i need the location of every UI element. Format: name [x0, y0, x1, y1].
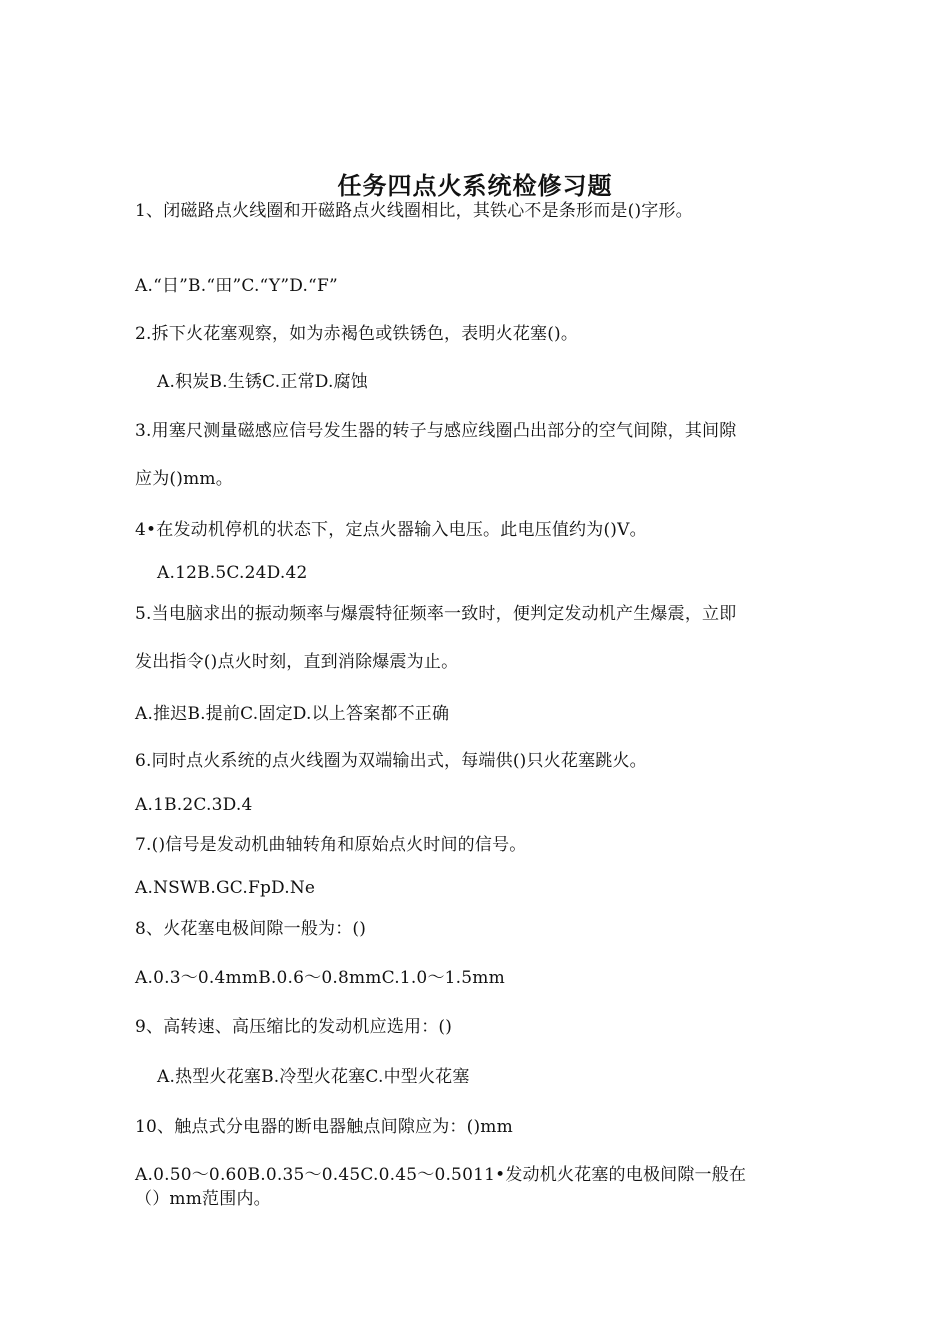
question-8-options: A.0.3〜0.4mmB.0.6〜0.8mmC.1.0〜1.5mm [135, 968, 505, 988]
question-6-options: A.1B.2C.3D.4 [135, 795, 253, 815]
question-4: 4•在发动机停机的状态下，定点火器输入电压。此电压值约为()V。 [135, 520, 647, 540]
question-7-options: A.NSWB.GC.FpD.Ne [135, 878, 316, 898]
question-5: 5.当电脑求出的振动频率与爆震特征频率一致时，便判定发动机产生爆震，立即 [135, 604, 737, 624]
question-4-options: A.12B.5C.24D.42 [157, 563, 308, 583]
question-9-options: A.热型火花塞B.冷型火花塞C.中型火花塞 [157, 1067, 470, 1087]
page-title: 任务四点火系统检修习题 [337, 172, 613, 200]
question-1: 1、闭磁路点火线圈和开磁路点火线圈相比，其铁心不是条形而是()字形。 [135, 201, 693, 221]
question-2: 2.拆下火花塞观察，如为赤褐色或铁锈色，表明火花塞()。 [135, 324, 579, 344]
question-9: 9、高转速、高压缩比的发动机应选用：() [135, 1017, 453, 1037]
question-6: 6.同时点火系统的点火线圈为双端输出式，每端供()只火花塞跳火。 [135, 751, 647, 771]
question-11-continued: （）mm范围内。 [135, 1189, 271, 1209]
question-5-options: A.推迟B.提前C.固定D.以上答案都不正确 [135, 704, 450, 724]
question-10-options: A.0.50〜0.60B.0.35〜0.45C.0.45〜0.5011•发动机火花塞的电极间隙一般在 [135, 1165, 747, 1185]
question-10: 10、触点式分电器的断电器触点间隙应为：()mm [135, 1117, 513, 1137]
question-7: 7.()信号是发动机曲轴转角和原始点火时间的信号。 [135, 835, 527, 855]
question-1-options: A.“日”B.“田”C.“Y”D.“F” [135, 276, 338, 296]
question-3-continued: 应为()mm。 [135, 469, 233, 489]
question-3: 3.用塞尺测量磁感应信号发生器的转子与感应线圈凸出部分的空气间隙，其间隙 [135, 421, 737, 441]
question-8: 8、火花塞电极间隙一般为：() [135, 919, 367, 939]
question-2-options: A.积炭B.生锈C.正常D.腐蚀 [157, 372, 369, 392]
question-5-continued: 发出指令()点火时刻，直到消除爆震为止。 [135, 652, 459, 672]
